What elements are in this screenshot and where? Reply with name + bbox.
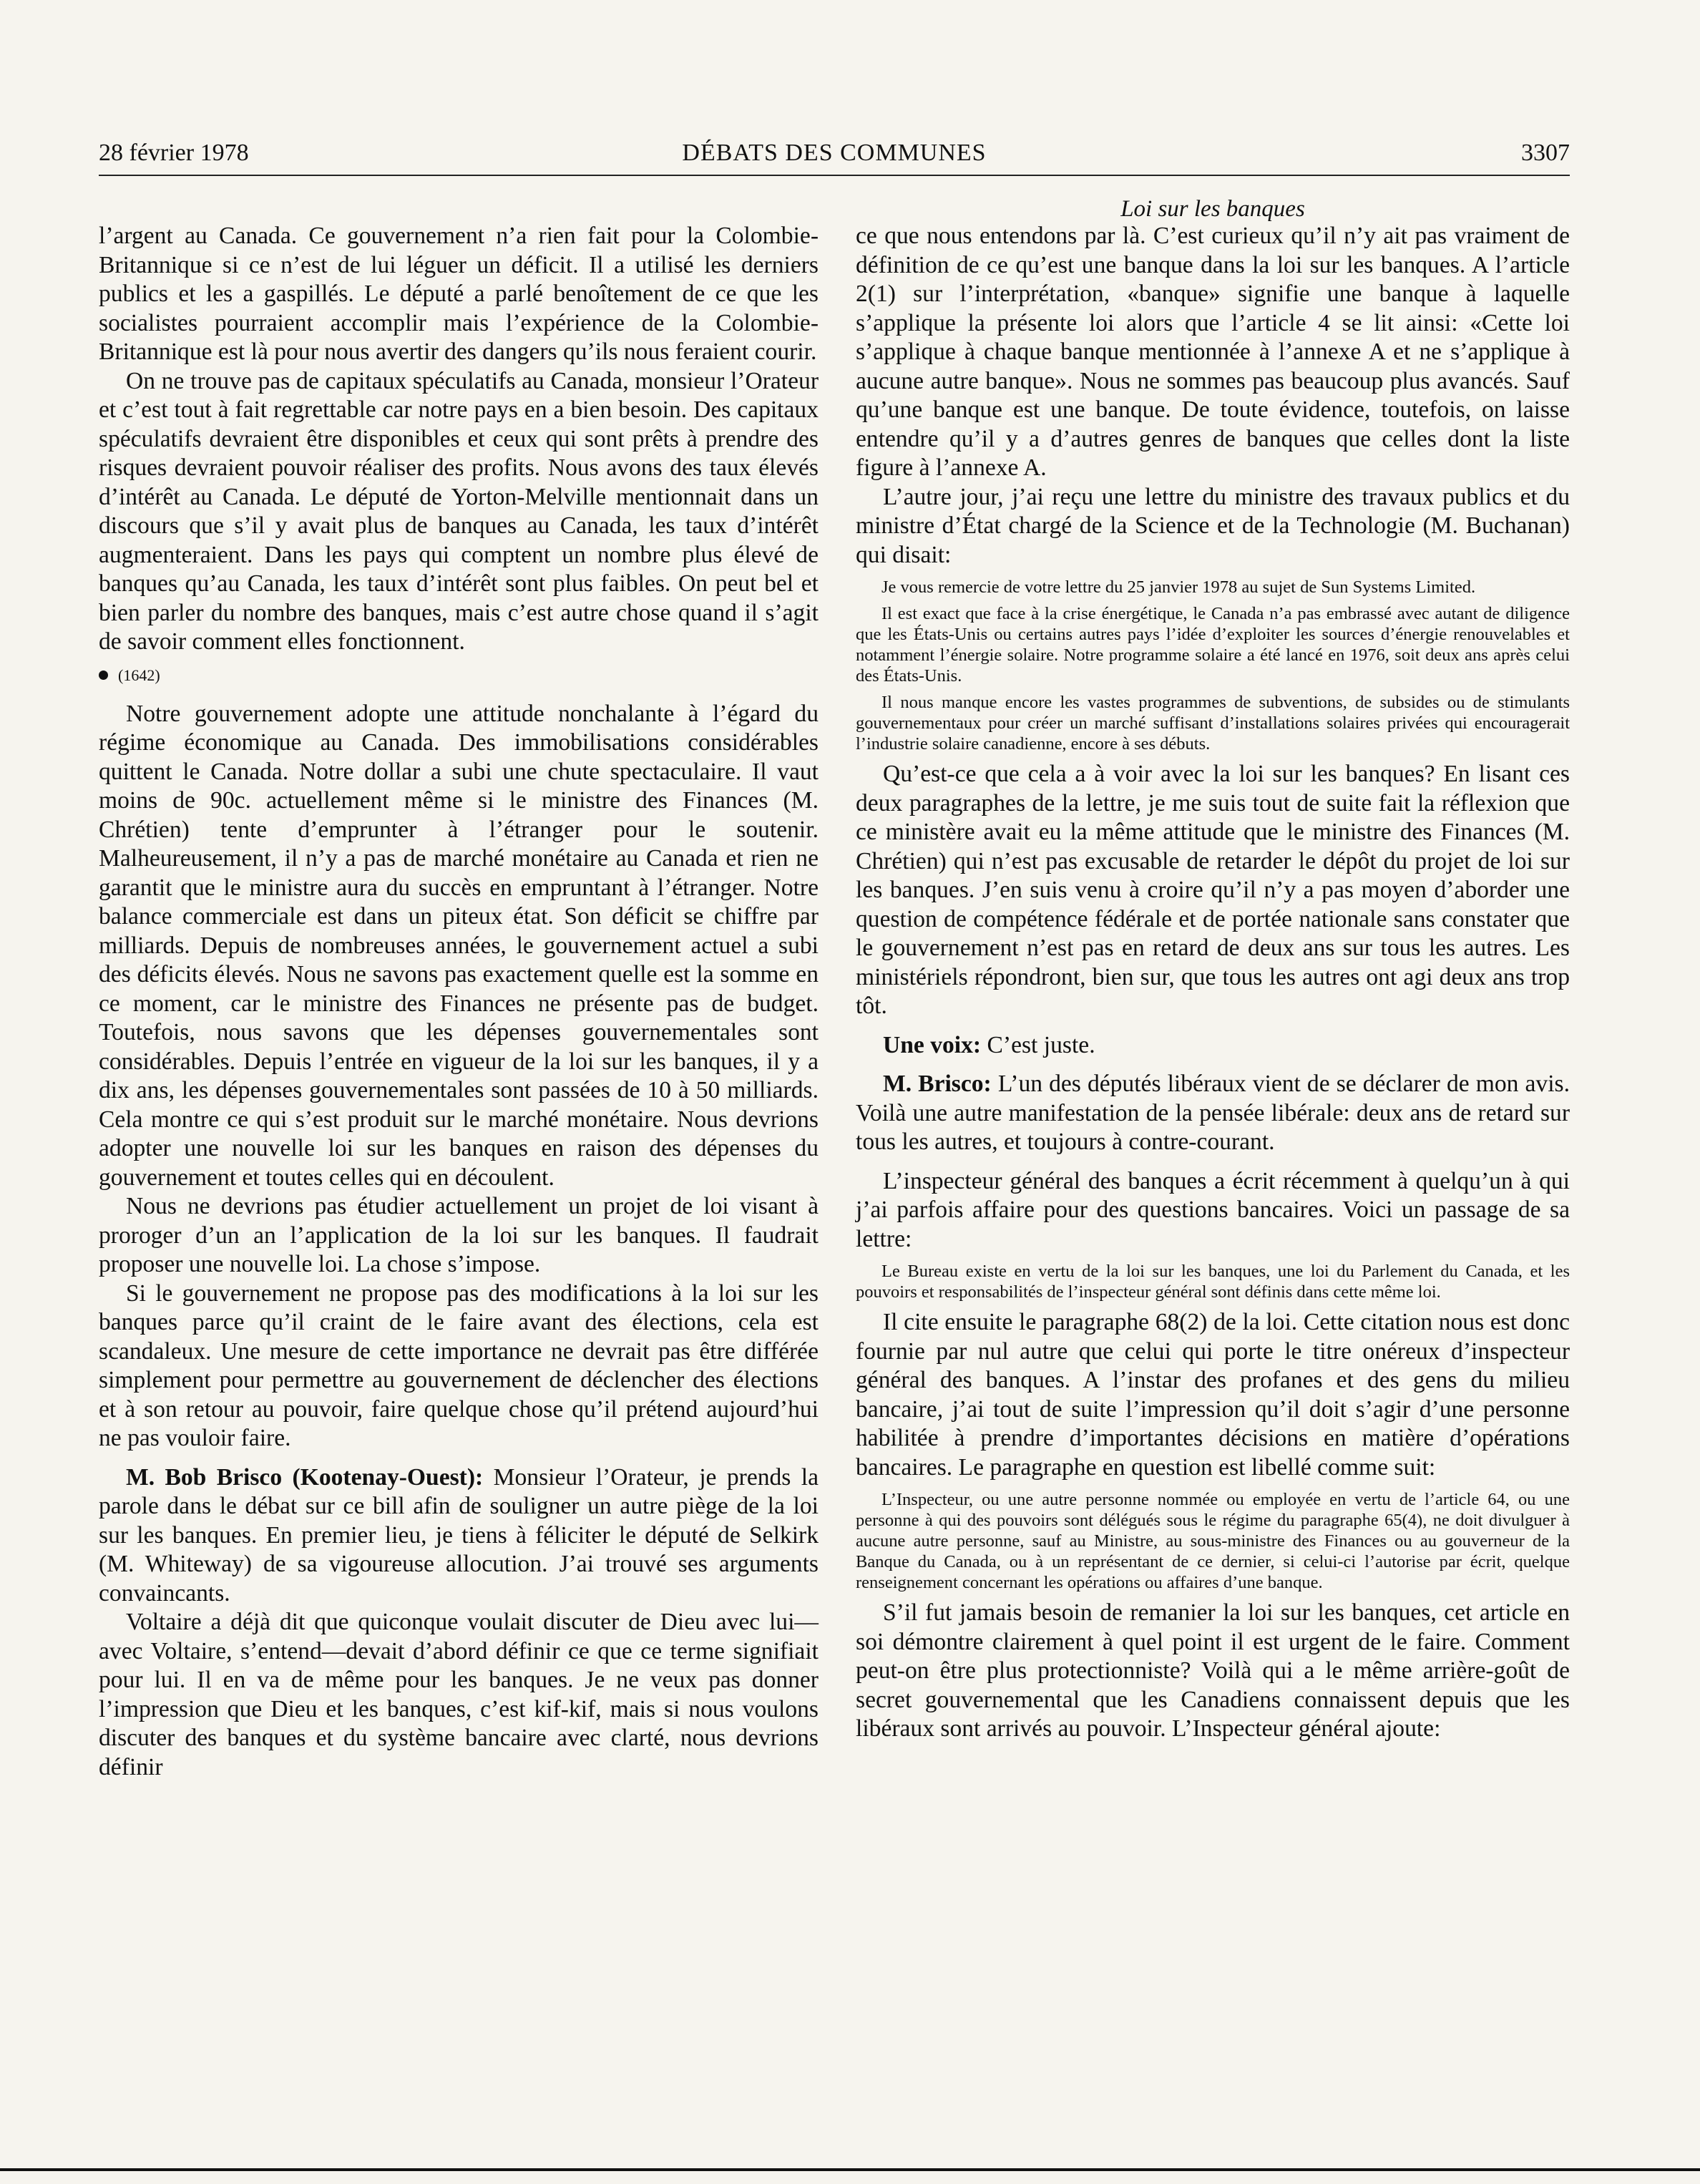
paragraph: Voltaire a déjà dit que quiconque voulait discuter de Dieu avec lui—avec Voltaire, s’entend—devait d’abord définir ce que ce terme signifiait pour lui. Il en va de même pour les banques. Je ne veux pas donner l’impression que Dieu et les banques, c’est kif-kif, mais si nous voulons discuter des banques et du système bancaire avec clarté, nous devrions définir — [99, 1609, 819, 1780]
speaker-name: M. Brisco: — [883, 1071, 992, 1097]
publication-title: DÉBATS DES COMMUNES — [682, 140, 987, 166]
quoted-letter — [856, 577, 1570, 754]
speaker-name: Une voix: — [883, 1031, 982, 1058]
page-header — [99, 137, 1570, 176]
paragraph: Il cite ensuite le paragraphe 68(2) de la loi. Cette citation nous est donc fournie par nul autre que celui qui porte le titre onéreux d’inspecteur général des banques. A l’instar des profanes et des gens du milieu bancaire, j’ai tout de suite l’impression qu’il doit s’agir d’une personne habilitée à prendre d’importantes décisions en matière d’opérations bancaires. Le paragraphe en question est libellé comme suit: — [856, 1309, 1570, 1481]
quote-paragraph: Il nous manque encore les vastes programmes de subventions, de subsides ou de stimulants gouvernementaux pour créer un marché suffisant d’installations solaires privées qui encouragerait l’industrie solaire canadienne, encore à ses débuts. — [856, 693, 1570, 754]
speech-paragraph — [99, 1463, 819, 1609]
speech-text: Monsieur l’Orateur, je prends la parole dans le débat sur ce bill afin de souligner un autre piège de la loi sur les banques. En premier lieu, je tiens à féliciter le député de Selkirk (M. Whiteway) de sa vigoureuse allocution. J’ai trouvé ses arguments convaincants. — [99, 1463, 819, 1607]
bullet-icon — [99, 671, 108, 680]
paragraph: L’autre jour, j’ai reçu une lettre du ministre des travaux publics et du ministre d’État chargé de la Science et de la Technologie (M. Buchanan) qui disait: — [856, 483, 1570, 568]
speech-text: L’un des députés libéraux vient de se déclarer de mon avis. Voilà une autre manifestation de la pensée libérale: deux ans de retard sur tous les autres, et toujours à contre-courant. — [856, 1071, 1570, 1155]
left-column — [99, 222, 819, 1782]
paragraph: L’inspecteur général des banques a écrit récemment à quelqu’un à qui j’ai parfois affaire pour des questions bancaires. Voici un passage de sa lettre: — [856, 1167, 1570, 1252]
quoted-passage — [856, 1261, 1570, 1302]
paragraph: Nous ne devrions pas étudier actuellement un projet de loi visant à proroger d’un an l’application de la loi sur les banques. Il faudrait proposer une nouvelle loi. La chose s’impose. — [99, 1193, 819, 1277]
header-date: 28 février 1978 — [99, 140, 249, 166]
paragraph: S’il fut jamais besoin de remanier la loi sur les banques, cet article en soi démontre clairement à quel point il est urgent de le faire. Comment peut-on être plus protectionniste? Voilà qui a le même arrière-goût de secret gouvernemental que les Canadiens connaissent depuis que les libéraux sont arrivés au pouvoir. L’Inspecteur général ajoute: — [856, 1599, 1570, 1742]
quote-paragraph: Je vous remercie de votre lettre du 25 janvier 1978 au sujet de Sun Systems Limited. — [881, 577, 1476, 597]
quote-paragraph: Le Bureau existe en vertu de la loi sur les banques, une loi du Parlement du Canada, et les pouvoirs et responsabilités de l’inspecteur général sont définis dans cette même loi. — [856, 1262, 1570, 1302]
timestamp — [99, 661, 819, 690]
paragraph: Notre gouvernement adopte une attitude nonchalante à l’égard du régime économique au Canada. Des immobilisations considérables quittent le Canada. Notre dollar a subi une chute spectaculaire. Il vaut moins de 90c. actuellement même si le ministre des Finances (M. Chrétien) tente d’emprunter à l’étranger pour le soutenir. Malheureusement, il n’y a pas de marché monétaire au Canada et rien ne garantit que le ministre aura du succès en empruntant à l’étranger. Notre balance commerciale est dans un piteux état. Son déficit se chiffre par milliards. Depuis de nombreuses années, le gouvernement actuel a subi des déficits élevés. Nous ne savons pas exactement quelle est la somme en ce moment, car le ministre des Finances ne présente pas de budget. Toutefois, nous savons que les dépenses gouvernementales sont considérables. Depuis l’entrée en vigueur de la loi sur les banques, il y a dix ans, les dépenses gouvernementales sont passées de 10 à 50 milliards. Cela montre ce qui s’est produit sur le marché monétaire. Nous devrions adopter une nouvelle loi sur les banques en raison des dépenses du gouvernement et toutes celles qui en découlent. — [99, 700, 819, 1191]
speech-paragraph — [856, 1031, 1570, 1061]
timestamp-label: (1642) — [118, 666, 160, 684]
quoted-statute — [856, 1489, 1570, 1593]
paragraph: On ne trouve pas de capitaux spéculatifs au Canada, monsieur l’Orateur et c’est tout à fait regrettable car notre pays en a bien besoin. Des capitaux spéculatifs devraient être disponibles et ceux qui sont prêts à prendre des risques devraient pouvoir réaliser des profits. Nous avons des taux élevés d’intérêt au Canada. Le député de Yorton-Melville mentionnait dans un discours que s’il y avait plus de banques au Canada, les taux d’intérêt augmenteraient. Dans les pays qui comptent un nombre plus élevé de banques qu’au Canada, les taux d’intérêt sont plus faibles. On peut bel et bien parler du nombre des banques, mais c’est autre chose quand il s’agit de savoir comment elles fonctionnent. — [99, 367, 819, 655]
paragraph: l’argent au Canada. Ce gouvernement n’a rien fait pour la Colombie-Britannique si ce n’est de lui léguer un déficit. Il a utilisé les derniers publics et les a gaspillés. Le député a parlé benoîtement de ce que les socialistes pourraient accomplir mais l’expérience de la Colombie-Britannique est là pour nous avertir des dangers qu’ils nous feraient courir. — [99, 223, 819, 365]
quote-paragraph: L’Inspecteur, ou une autre personne nommée ou employée en vertu de l’article 64, ou une personne à qui des pouvoirs sont délégués sous le régime du paragraphe 65(4), ne doit divulguer à aucune autre personne, sauf au Ministre, au sous-ministre des Finances ou au gouverneur de la Banque du Canada, ou à un représentant de ce dernier, si celui-ci l’autorise par écrit, quelque renseignement concernant les opérations ou affaires d’une banque. — [856, 1490, 1570, 1592]
quote-paragraph: Il est exact que face à la crise énergétique, le Canada n’a pas embrassé avec autant de diligence que les États-Unis ou certains autres pays l’idée d’exploiter les sources d’énergie renouvelables et notamment l’énergie solaire. Notre programme solaire a été lancé en 1976, soit deux ans après celui des États-Unis. — [856, 604, 1570, 686]
page-bottom-rule — [0, 2168, 1700, 2171]
right-column — [856, 222, 1570, 1744]
running-title: Loi sur les banques — [1120, 196, 1305, 222]
page-number: 3307 — [1521, 140, 1570, 166]
speech-paragraph — [856, 1070, 1570, 1157]
paragraph: Qu’est-ce que cela a à voir avec la loi sur les banques? En lisant ces deux paragraphes de la lettre, je me suis tout de suite fait la réflexion que ce ministère avait eu la même attitude que le ministre des Finances (M. Chrétien) qui n’est pas excusable de retarder le dépôt du projet de loi sur les banques. J’en suis venu à croire qu’il n’y a pas moyen d’aborder une question de compétence fédérale et de portée nationale sans constater que le gouvernement n’est pas en retard de deux ans sur tous les autres. Les ministériels répondront, bien sur, que tous les autres ont agi deux ans trop tôt. — [856, 761, 1570, 1019]
speech-text: C’est juste. — [981, 1031, 1095, 1058]
paragraph: Si le gouvernement ne propose pas des modifications à la loi sur les banques parce qu’il craint de le faire avant des élections, cela est scandaleux. Une mesure de cette importance ne devrait pas être différée simplement pour permettre au gouvernement de déclencher des élections et à son retour au pouvoir, faire quelque chose qu’il prétend aujourd’hui ne pas vouloir faire. — [99, 1279, 819, 1451]
speaker-name: M. Bob Brisco (Kootenay-Ouest): — [126, 1463, 484, 1491]
paragraph: ce que nous entendons par là. C’est curieux qu’il n’y ait pas vraiment de définition de ce qu’est une banque dans la loi sur les banques. A l’article 2(1) sur l’interprétation, «banque» signifie une banque à laquelle s’applique la présente loi alors que l’article 4 se lit ainsi: «Cette loi s’applique à chaque banque mentionnée à l’annexe A et ne s’applique à aucune autre banque». Nous ne sommes pas beaucoup plus avancés. Sauf qu’une banque est une banque. De toute évidence, toutefois, on laisse entendre qu’il y a d’autres genres de banques que celles dont la liste figure à l’annexe A. — [856, 223, 1570, 481]
